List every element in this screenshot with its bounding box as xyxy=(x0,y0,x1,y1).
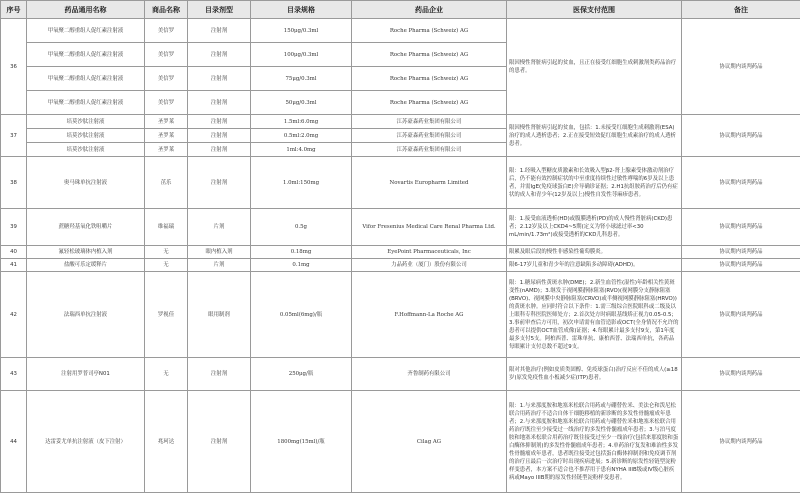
generic-name: 培莫沙肽注射液 xyxy=(27,143,145,157)
payment-scope: 限6-17岁儿童和青少年的注意缺陷多动障碍(ADHD)。 xyxy=(507,259,682,272)
generic-name: 法瑞西单抗注射液 xyxy=(27,272,145,358)
spec: 1.0ml:150mg xyxy=(251,157,352,209)
table-row xyxy=(1,272,800,358)
generic-name: 培莫沙肽注射液 xyxy=(27,129,145,143)
payment-scope: 限：1.经吸入型糖皮质激素和长效吸入型β2-肾上腺素受体激动剂治疗后，仍不能有效控制症状的中至重度持续性过敏性哮喘的6岁及以上患者，并需IgE(免疫球蛋白E)介导确诊证据；2.H1抗组胺药治疗后仍有症状的成人和青少年(12岁及以上)慢性自发性荨麻疹患者。 xyxy=(507,157,682,209)
table-row xyxy=(1,246,800,259)
company: 江苏豪森药业集团有限公司 xyxy=(352,129,507,143)
dosage-form: 注射剂 xyxy=(188,19,251,43)
generic-name: 培莫沙肽注射液 xyxy=(27,115,145,129)
header-row xyxy=(1,1,800,19)
dosage-form: 注射剂 xyxy=(188,157,251,209)
payment-scope: 限：1.与来那度胺和地塞米松联合用药或与硼替佐米、美法仑和泼尼松联合用药治疗不适合自体干细胞移植的新诊断的多发性骨髓瘤成年患者；2.与来那度胺和地塞米松联合用药或与硼替佐米和地塞米松联合用药治疗既往至少接受过一线治疗的多发性骨髓瘤成年患者；3.与泊马度胺和地塞米松联合用药治疗既往接受过至少一线治疗(包括来那度胺和蛋白酶体抑制剂)的多发性骨髓瘤成年患者；4.单药治疗复发和难治性多发性骨髓瘤成年患者，患者既往接受过包括蛋白酶体抑制剂和免疫调节剂的治疗且最后一次治疗时出现疾病进展；5.新诊断的原发性轻链型淀粉样变患者，本方案不适合也不推荐用于患有NYHA IIIB级或IV级心脏疾病或Mayo IIIB期的原发性轻链型淀粉样变患者。 xyxy=(507,391,682,493)
dosage-form: 眼用制剂 xyxy=(188,272,251,358)
header-dosage-form: 目录剂型 xyxy=(188,1,251,19)
dosage-form: 注射剂 xyxy=(188,358,251,391)
payment-scope: 限累及眼后段的慢性非感染性葡萄膜炎。 xyxy=(507,246,682,259)
generic-name: 奥马珠单抗注射液 xyxy=(27,157,145,209)
table-row xyxy=(1,19,800,43)
trade-name: 维福瑞 xyxy=(145,209,188,246)
spec: 50μg/0.3ml xyxy=(251,91,352,115)
generic-name: 蔗糖羟基氧化铁咀嚼片 xyxy=(27,209,145,246)
table-row xyxy=(1,391,800,493)
row-no: 36 xyxy=(1,19,27,115)
trade-name: 美信罗 xyxy=(145,43,188,67)
spec: 0.5ml:2.0mg xyxy=(251,129,352,143)
generic-name: 达雷妥尤单抗注射液（皮下注射） xyxy=(27,391,145,493)
trade-name: 无 xyxy=(145,259,188,272)
generic-name: 甲氧聚二醇重组人促红素注射液 xyxy=(27,43,145,67)
trade-name: 美信罗 xyxy=(145,19,188,43)
spec: 250μg/瓶 xyxy=(251,358,352,391)
header-payment-scope: 医保支付范围 xyxy=(507,1,682,19)
row-no: 44 xyxy=(1,391,27,493)
row-no: 38 xyxy=(1,157,27,209)
trade-name: 圣罗莱 xyxy=(145,129,188,143)
payment-scope: 限：1.糖尿病性黄斑水肿(DME)；2.新生血管性(湿性)年龄相关性黄斑变性(nAMD)；3.继发于视网膜静脉阻塞(RVO)(视网膜分支静脉阻塞(BRVO)、视网膜中央静脉阻塞(CRVO)或半侧视网膜静脉阻塞(HRVO))的黄斑水肿。应同时符合以下条件：1.需三级综合医院眼科或二级及以上眼科专科医院医师处方；2.首次处方时病眼基线矫正视力0.05-0.5；3.事前审查后方可用，初次申请需有血管造影或OCT(全身情况不允许的患者可以提供OCT血管成像)证据；4.每眼累计最多支付9支，第1年度最多支付5支。阿柏西普、雷珠单抗、康柏西普、法瑞西单抗，各药品每眼累计支付总数不超过9支。 xyxy=(507,272,682,358)
header-generic-name: 药品通用名称 xyxy=(27,1,145,19)
generic-name: 注射用罗普司亭N01 xyxy=(27,358,145,391)
trade-name: 无 xyxy=(145,358,188,391)
dosage-form: 眼内植入剂 xyxy=(188,246,251,259)
dosage-form: 注射剂 xyxy=(188,67,251,91)
spec: 1800mg(15ml)/瓶 xyxy=(251,391,352,493)
table-row xyxy=(1,259,800,272)
generic-name: 甲氧聚二醇重组人促红素注射液 xyxy=(27,67,145,91)
payment-scope: 限因慢性肾脏病引起的贫血，且正在接受红细胞生成刺激剂类药品治疗的患者。 xyxy=(507,19,682,115)
company: Cilag AG xyxy=(352,391,507,493)
header-no: 序号 xyxy=(1,1,27,19)
trade-name: 兆珂达 xyxy=(145,391,188,493)
header-company: 药品企业 xyxy=(352,1,507,19)
spec: 0.05ml(6mg)/瓶 xyxy=(251,272,352,358)
note: 协议期内谈判药品 xyxy=(682,272,800,358)
company: 江苏豪森药业集团有限公司 xyxy=(352,115,507,129)
payment-scope: 限对其他治疗(例如皮质类固醇、免疫球蛋白)治疗反应不佳的成人(≥18岁)原发免疫性血小板减少症(ITP)患者。 xyxy=(507,358,682,391)
table-row xyxy=(1,115,800,129)
header-trade-name: 商品名称 xyxy=(145,1,188,19)
spec: 0.5g xyxy=(251,209,352,246)
company: 齐鲁制药有限公司 xyxy=(352,358,507,391)
header-note: 备注 xyxy=(682,1,800,19)
generic-name: 氟轻松玻璃体内植入剂 xyxy=(27,246,145,259)
trade-name: 无 xyxy=(145,246,188,259)
trade-name: 美信罗 xyxy=(145,91,188,115)
company: EyePoint Pharmaceuticals, Inc xyxy=(352,246,507,259)
spec: 100μg/0.3ml xyxy=(251,43,352,67)
company: Roche Pharma (Schweiz) AG xyxy=(352,19,507,43)
note: 协议期内谈判药品 xyxy=(682,209,800,246)
table-row xyxy=(1,157,800,209)
spec: 1ml:4.0mg xyxy=(251,143,352,157)
row-no: 37 xyxy=(1,115,27,157)
note: 协议期内谈判药品 xyxy=(682,391,800,493)
note: 协议期内谈判药品 xyxy=(682,358,800,391)
company: Roche Pharma (Schweiz) AG xyxy=(352,43,507,67)
header-spec: 目录规格 xyxy=(251,1,352,19)
payment-scope: 限因慢性肾脏病引起的贫血，包括：1.未接受红细胞生成刺激剂(ESA)治疗的成人透析患者；2.正在接受短效促红细胞生成素治疗的成人透析患者。 xyxy=(507,115,682,157)
trade-name: 茁乐 xyxy=(145,157,188,209)
generic-name: 盐酸可乐定缓释片 xyxy=(27,259,145,272)
company: 力品药业（厦门）股份有限公司 xyxy=(352,259,507,272)
note: 协议期内谈判药品 xyxy=(682,246,800,259)
row-no: 40 xyxy=(1,246,27,259)
company: Novartis Europharm Limited xyxy=(352,157,507,209)
dosage-form: 注射剂 xyxy=(188,391,251,493)
row-no: 42 xyxy=(1,272,27,358)
row-no: 41 xyxy=(1,259,27,272)
spec: 0.1mg xyxy=(251,259,352,272)
generic-name: 甲氧聚二醇重组人促红素注射液 xyxy=(27,19,145,43)
spec: 75μg/0.3ml xyxy=(251,67,352,91)
dosage-form: 注射剂 xyxy=(188,91,251,115)
note: 协议期内谈判药品 xyxy=(682,115,800,157)
dosage-form: 片剂 xyxy=(188,209,251,246)
generic-name: 甲氧聚二醇重组人促红素注射液 xyxy=(27,91,145,115)
row-no: 43 xyxy=(1,358,27,391)
company: F.Hoffmann-La Roche AG xyxy=(352,272,507,358)
trade-name: 罗视佳 xyxy=(145,272,188,358)
dosage-form: 注射剂 xyxy=(188,115,251,129)
spec: 150μg/0.3ml xyxy=(251,19,352,43)
table-row xyxy=(1,358,800,391)
company: Roche Pharma (Schweiz) AG xyxy=(352,67,507,91)
dosage-form: 注射剂 xyxy=(188,43,251,67)
company: 江苏豪森药业集团有限公司 xyxy=(352,143,507,157)
note: 协议期内谈判药品 xyxy=(682,157,800,209)
note: 协议期内谈判药品 xyxy=(682,259,800,272)
trade-name: 美信罗 xyxy=(145,67,188,91)
trade-name: 圣罗莱 xyxy=(145,115,188,129)
company: Roche Pharma (Schweiz) AG xyxy=(352,91,507,115)
dosage-form: 注射剂 xyxy=(188,129,251,143)
payment-scope: 限：1.接受血液透析(HD)或腹膜透析(PD)的成人慢性肾脏病(CKD)患者；2.12岁及以上CKD4~5期(定义为肾小球滤过率<30 mL/min/1.73m²)或接受透析的CKD儿科患者。 xyxy=(507,209,682,246)
note: 协议期内谈判药品 xyxy=(682,19,800,115)
table-row xyxy=(1,209,800,246)
trade-name: 圣罗莱 xyxy=(145,143,188,157)
row-no: 39 xyxy=(1,209,27,246)
company: Vifor Fresenius Medical Care Renal Pharma Ltd. xyxy=(352,209,507,246)
dosage-form: 片剂 xyxy=(188,259,251,272)
spec: 1.5ml:6.0mg xyxy=(251,115,352,129)
spec: 0.18mg xyxy=(251,246,352,259)
dosage-form: 注射剂 xyxy=(188,143,251,157)
